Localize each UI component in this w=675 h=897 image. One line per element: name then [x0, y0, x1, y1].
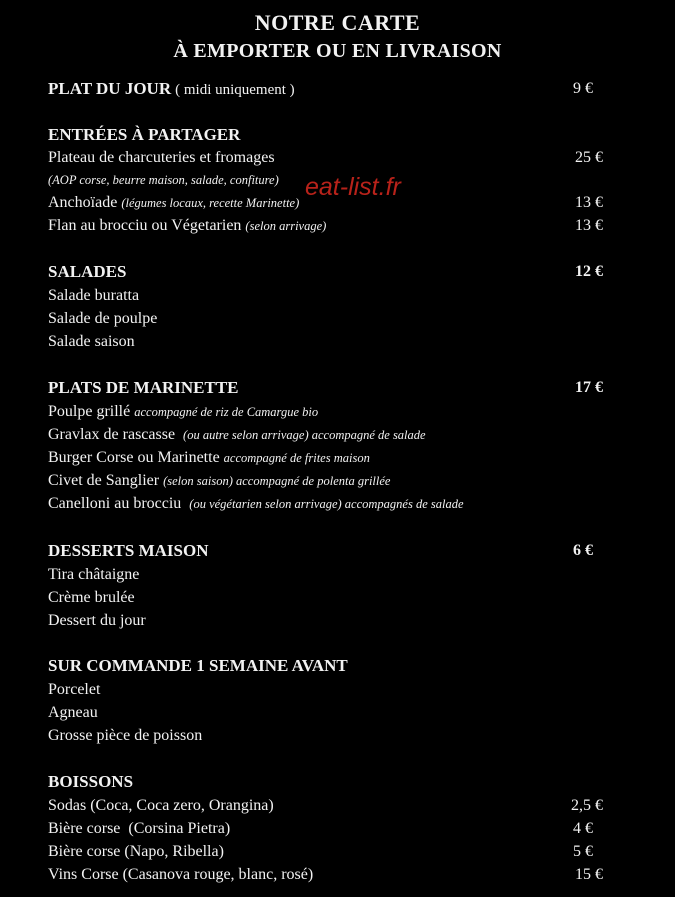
item-name: Anchoïade	[48, 194, 118, 211]
menu-item	[48, 819, 603, 839]
item-note: (selon arrivage)	[245, 219, 327, 233]
item-name: Bière corse (Corsina Pietra)	[48, 820, 231, 837]
list-item: Porcelet	[48, 681, 101, 698]
menu-item	[48, 471, 603, 491]
item-note: (selon saison) accompagné de polenta grillée	[163, 474, 391, 488]
item-name: Poulpe grillé	[48, 403, 131, 420]
list-item: Salade buratta	[48, 287, 140, 304]
menu-item	[48, 842, 603, 862]
entrees-heading: ENTRÉES À PARTAGER	[48, 125, 241, 144]
menu-item	[48, 402, 603, 422]
item-price: 25 €	[575, 149, 603, 166]
menu-item	[48, 148, 603, 168]
item-price: 15 €	[575, 866, 603, 883]
item-price: 2,5 €	[571, 797, 603, 814]
salades-heading-row	[48, 262, 603, 283]
menu-item	[48, 865, 603, 885]
desserts-heading-row	[48, 541, 603, 562]
list-item: Dessert du jour	[48, 612, 146, 629]
item-name: Flan au brocciu ou Végetarien	[48, 217, 242, 234]
desserts-heading: DESSERTS MAISON	[48, 541, 209, 560]
list-item: Agneau	[48, 704, 98, 721]
plats-heading-row	[48, 378, 603, 399]
list-item: Salade saison	[48, 333, 135, 350]
item-name: Gravlax de rascasse	[48, 426, 176, 443]
plat-du-jour-label: PLAT DU JOUR	[48, 79, 172, 98]
item-name: Vins Corse (Casanova rouge, blanc, rosé)	[48, 866, 314, 883]
item-note: (AOP corse, beurre maison, salade, confiture)	[48, 173, 279, 187]
menu-item	[48, 216, 603, 236]
item-price: 4 €	[573, 820, 593, 837]
list-item: Grosse pièce de poisson	[48, 727, 203, 744]
watermark: eat-list.fr	[305, 173, 401, 201]
item-name: Canelloni au brocciu	[48, 495, 182, 512]
boissons-heading: BOISSONS	[48, 772, 134, 791]
item-name: Bière corse (Napo, Ribella)	[48, 843, 224, 860]
item-note: (légumes locaux, recette Marinette)	[121, 196, 300, 210]
list-item: Crème brulée	[48, 589, 135, 606]
item-note: accompagné de riz de Camargue bio	[134, 405, 319, 419]
list-item: Tira châtaigne	[48, 566, 140, 583]
desserts-price: 6 €	[573, 542, 593, 559]
plat-du-jour-note: ( midi uniquement )	[175, 82, 295, 98]
item-note: (ou végétarien selon arrivage) accompagnés de salade	[189, 497, 464, 511]
plat-du-jour-row	[48, 79, 603, 100]
item-name: Civet de Sanglier	[48, 472, 160, 489]
item-price: 5 €	[573, 843, 593, 860]
item-name: Burger Corse ou Marinette	[48, 449, 220, 466]
menu-item	[48, 494, 603, 514]
plats-heading: PLATS DE MARINETTE	[48, 378, 239, 397]
menu-item	[48, 448, 603, 468]
item-note: (ou autre selon arrivage) accompagné de salade	[183, 428, 426, 442]
commande-heading: SUR COMMANDE 1 SEMAINE AVANT	[48, 656, 348, 675]
item-name: Sodas (Coca, Coca zero, Orangina)	[48, 797, 274, 814]
salades-heading: SALADES	[48, 262, 127, 281]
item-note: accompagné de frites maison	[223, 451, 370, 465]
item-price: 13 €	[575, 194, 603, 211]
menu-title: NOTRE CARTE	[254, 10, 421, 35]
list-item: Salade de poulpe	[48, 310, 158, 327]
plat-du-jour-price: 9 €	[573, 80, 593, 97]
item-price: 13 €	[575, 217, 603, 234]
menu-subtitle: À EMPORTER OU EN LIVRAISON	[173, 40, 502, 62]
menu-item	[48, 425, 603, 445]
plats-price: 17 €	[575, 379, 603, 396]
salades-price: 12 €	[575, 263, 603, 280]
item-name: Plateau de charcuteries et fromages	[48, 149, 275, 166]
menu-item	[48, 796, 603, 816]
